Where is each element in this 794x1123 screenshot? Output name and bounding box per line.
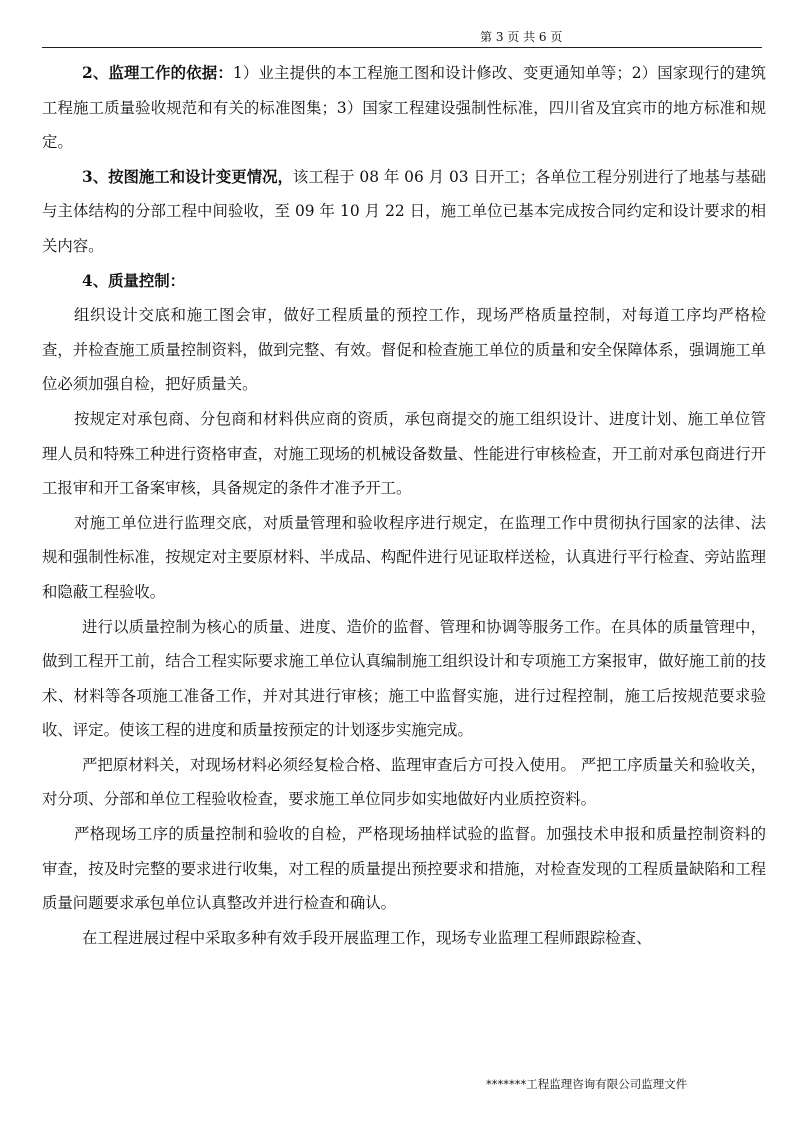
paragraph <box>42 610 766 748</box>
paragraph <box>42 298 766 402</box>
section-heading: 2、监理工作的依据： <box>82 64 233 82</box>
paragraph <box>42 264 766 299</box>
paragraph-text: 严格现场工序的质量控制和验收的自检，严格现场抽样试验的监督。加强技术申报和质量控制资料的审查，按及时完整的要求进行收集，对工程的质量提出预控要求和措施，对检查发现的工程质量缺陷和工程质量问题要求承包单位认真整改并进行检查和确认。 <box>42 825 766 913</box>
page-number: 第 3 页 共 6 页 <box>480 30 563 44</box>
paragraph-text: 按规定对承包商、分包商和材料供应商的资质，承包商提交的施工组织设计、进度计划、施工单位管理人员和特殊工种进行资格审查，对施工现场的机械设备数量、性能进行审核检查，开工前对承包商进行开工报审和开工备案审核，具备规定的条件才准予开工。 <box>42 409 766 498</box>
paragraph <box>42 817 766 921</box>
paragraph <box>42 506 766 610</box>
page-footer: *******工程监理咨询有限公司监理文件 <box>486 1077 688 1091</box>
document-body <box>42 56 766 955</box>
paragraph-text: 在工程进展过程中采取多种有效手段开展监理工作，现场专业监理工程师跟踪检查、 <box>82 928 652 947</box>
section-heading: 3、按图施工和设计变更情况， <box>82 167 293 186</box>
paragraph <box>42 56 766 160</box>
paragraph-text: 对施工单位进行监理交底，对质量管理和验收程序进行规定，在监理工作中贯彻执行国家的法律、法规和强制性标准，按规定对主要原材料、半成品、构配件进行见证取样送检，认真进行平行检查、旁站监理和隐蔽工程验收。 <box>42 513 766 601</box>
paragraph <box>42 160 766 264</box>
paragraph-text: 严把原材料关，对现场材料必须经复检合格、监理审查后方可投入使用。 严把工序质量关和验收关，对分项、分部和单位工程验收检查，要求施工单位同步如实地做好内业质控资料。 <box>42 755 766 809</box>
section-heading: 4、质量控制： <box>82 271 186 290</box>
paragraph-text: 组织设计交底和施工图会审，做好工程质量的预控工作，现场严格质量控制，对每道工序均严格检查，并检查施工质量控制资料，做到完整、有效。督促和检查施工单位的质量和安全保障体系，强调施工单位必须加强自检，把好质量关。 <box>42 306 766 394</box>
paragraph <box>42 921 766 956</box>
paragraph <box>42 748 766 817</box>
paragraph <box>42 402 766 506</box>
paragraph-text: 该工程于 08 年 06 月 03 日开工；各单位工程分别进行了地基与基础与主体结构的分部工程中间验收，至 09 年 10 月 22 日，施工单位已基本完成按合同约定和设计要求的相关内容。 <box>42 167 767 255</box>
page-header <box>42 25 762 48</box>
paragraph-text: 1）业主提供的本工程施工图和设计修改、变更通知单等；2）国家现行的建筑工程施工质量验收规范和有关的标准图集；3）国家工程建设强制性标准，四川省及宜宾市的地方标准和规定。 <box>42 64 766 152</box>
paragraph-text: 进行以质量控制为核心的质量、进度、造价的监督、管理和协调等服务工作。在具体的质量管理中，做到工程开工前，结合工程实际要求施工单位认真编制施工组织设计和专项施工方案报审，做好施工前的技术、材料等各项施工准备工作，并对其进行审核；施工中监督实施，进行过程控制，施工后按规范要求验收、评定。使该工程的进度和质量按预定的计划逐步实施完成。 <box>42 617 766 740</box>
